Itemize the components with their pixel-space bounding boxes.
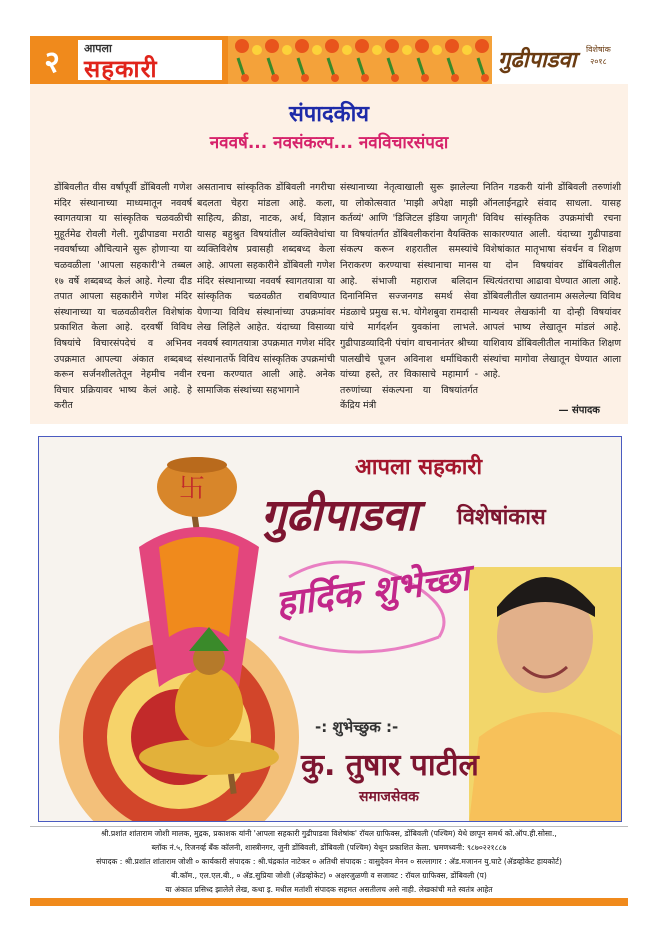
advert-person-role: समाजसेवक [359,789,419,805]
page-number: २ [44,44,60,80]
editorial-column-1: डोंबिवलीत वीस वर्षांपूर्वी डोंबिवली गणेश मंदिर संस्थानाच्या माध्यमातून नववर्ष स्वागतयात्रा या सांस्कृतिक चळवळीची मुहूर्तमेढ रोवली गेली. गुढीपाडवा मराठी नववर्षाच्या औचित्याने सुरू होणाऱ्या या चळवळीला 'आपला सहकारी'ने तब्बल १७ वर्षे शब्दबध्द केलं आहे. गेल्या दीड तपात आपला सहकारीने गणेश मंदिर संस्थानाच्या या चळवळीवरील विशेषांक प्रकाशित केला आहे. दरवर्षी विविध विषयांचे विचारसंपदेचं व अभिनव उपक्रमात आपल्या अंकात शब्दबध्द करून सर्जनशीलतेतून नेहमीच नवीन विचार प्रक्रियावर भाष्य केलं आहे. हे करीत [54,182,192,412]
publication-imprint [30,826,628,898]
page-bottom-bar [30,898,628,906]
editorial-column-3: संस्थानाच्या नेतृत्वाखाली सुरू झालेल्या या लोकोत्सवात 'माझी अपेक्षा माझी कर्तव्यं' आणि 'डिजिटल इंडिया जागृती' या विषयांतर्गत डोंबिवलीकरांना वैयक्तिक संकल्प करून शहरातील समस्यांचे निराकरण करण्याचा संस्थानाचा मानस आहे. संभाजी महाराज बलिदान दिनानिमित्त सज्जनगड समर्थ सेवा मंडळाचे प्रमुख स.भ. योगेशबुवा रामदासी यांचे मार्गदर्शन युवकांना लाभले. गुढीपाडव्यादिनी पंचांग वाचनानंतर श्रीच्या पालखीचे पूजन अविनाश धर्माधिकारी यांच्या हस्ते, तर विकासाचे महामार्ग - तरुणांच्या संकल्पना या विषयांतर्गत केंद्रिय मंत्री [340,182,478,412]
advert-person-name: कु. तुषार पाटील [301,748,479,783]
person-photo [469,567,622,822]
edition-badge [492,36,628,84]
imprint-line: ब्लॉक नं.५, रिजनर्व्ह बँक कॉलनी, शास्त्रीनगर, जुनी डोंबिवली, डोंबिवली (पश्चिम) येथून प्रकाशित केला. भ्रमणध्वनी: ९८७०२२१८८७ [151,843,507,852]
imprint-line: श्री.प्रशांत शांताराम जोशी मालक, मुद्रक, प्रकाशक यांनी 'आपला सहकारी गुढीपाडवा विशेषांक' रॉयल ग्राफिक्स, डोंबिवली (पश्चिम) येथे छापून समर्थ को.ऑप.ही.सोसा., [101,829,557,838]
advert-line-2: गुढीपाडवा [261,490,418,541]
advert-greeter-label: -: शुभेच्छुक :- [315,718,399,736]
imprint-line: या अंकात प्रसिध्द झालेले लेख, कथा इ. मधील मतांशी संपादक सहमत असतीलच असे नाही. लेखकांची मते स्वतंत्र आहेत [165,885,493,894]
edition-title: गुढीपाडवा [498,48,577,73]
editorial-panel [30,84,628,424]
editorial-column-4: नितिन गडकरी यांनी डोंबिवली तरुणांशी ऑनलाईनद्वारे संवाद साधला. यासह विविध सांस्कृतिक उपक्रमांची रचना साकारण्यात आली. यंदाच्या गुढीपाडवा विशेषांकात मातृभाषा संवर्धन व शिक्षण या दोन विषयांवर डोंबिवलीतील स्थित्यंतराचा आढावा घेण्यात आला आहे. डोंबिवलीतील ख्यातनाम असलेल्या विविध मान्यवर लेखकांनी या दोन्ही विषयांवर आपलं भाष्य लेखातून मांडलं आहे. याशिवाय डोंबिवलीतील नामांकित शिक्षण संस्थांचा मागोवा लेखातून घेण्यात आला आहे. [483,182,621,381]
advert-wish: हार्दिक शुभेच्छा [273,557,472,626]
masthead-logo [76,38,224,82]
masthead-title: सहकारी [84,55,158,83]
edition-meta [586,44,611,68]
advert-line-3: विशेषांकास [457,505,546,530]
advert-line-1: आपला सहकारी [355,455,483,480]
imprint-line: संपादक : श्री.प्रशांत शांताराम जोशी ० कार्यकारी संपादक : श्री.चंद्रकांत नाटेकर ० अतिथी संपादक : वासुदेवन मेनन ० सल्लागार : ॲड.मजानन यु.घाटे (ॲडव्होकेट हायकोर्ट) [96,857,562,866]
editorial-subheading: नववर्ष... नवसंकल्प... नवविचारसंपदा [209,133,449,153]
masthead-small-label: आपला [84,42,112,55]
editorial-signoff: — संपादक [558,405,600,416]
imprint-line: बी.कॉम., एल.एल.बी., ० ॲड.सुप्रिया जोशी (ॲडव्होकेट) ० अक्षरजुळणी व सजावट : रॉयल ग्राफिक्स, डोंबिवली (प) [171,871,487,880]
svg-text:卐: 卐 [179,474,206,504]
garland-art [228,36,493,84]
edition-year: २०१८ [590,57,607,66]
flower-garland-decoration [228,36,493,84]
edition-label: विशेषांक [586,45,611,54]
editorial-heading: संपादकीय [288,102,370,127]
greeting-advertisement [38,436,622,822]
page-header [30,36,628,84]
editorial-column-2: असतानाच सांस्कृतिक डोंबिवली नगरीचा बदलता चेहरा मांडला आहे. कला, साहित्य, क्रीडा, नाटक, अर्थ, विज्ञान यासह बहुश्रुत विषयांतील व्यक्तिवेधांचा व्यक्तिविशेष प्रवासही शब्दबध्द केला आहे. आपला सहकारीने डोंबिवली गणेश मंदिर संस्थानाच्या नववर्ष स्वागतयात्रा या सांस्कृतिक चळवळीत राबविण्यात येणाऱ्या विविध संस्थानांच्या उपक्रमांवर लेख लिहिले आहेत. यंदाच्या विसाव्या नववर्ष स्वागतयात्रा उपक्रमात गणेश मंदिर संस्थानातर्फे विविध सांस्कृतिक उपक्रमांची रचना करण्यात आली आहे. अनेक सामाजिक संस्थांच्या सहभागाने [197,182,335,396]
